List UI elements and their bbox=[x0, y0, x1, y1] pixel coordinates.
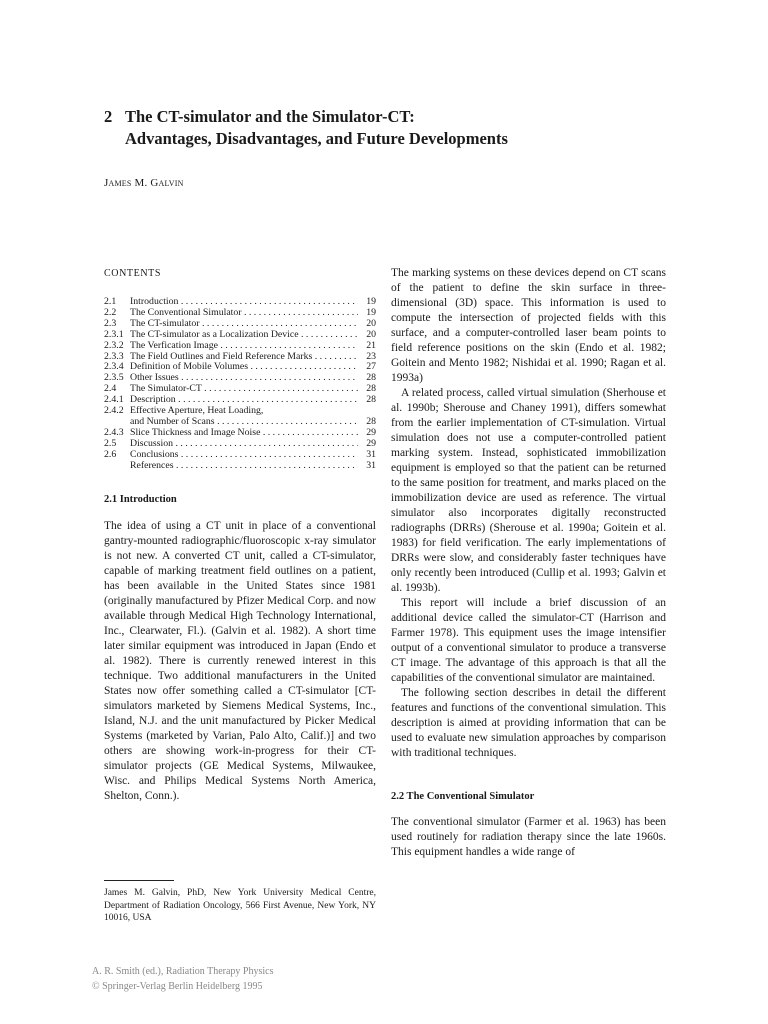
introduction-paragraph: The idea of using a CT unit in place of a conventional gantry-mounted radiographic/fluoroscopic x-ray simulator is not new. A converted CT unit, called a CT-simulator, capable of marking treatment field outlines on a patient, has been available in the United States since 1981 (originally manufactured by Pfizer Medical Corp. and now available through Medical High Technology International, Inc., Clearwater, Fl.). (Galvin et al. 1982). A short time later similar equipment was introduced in Japan (Endo et al. 1982). There is currently renewed interest in this technique. Two additional manufacturers in the United States now offer something called a CT-simulator [CT-simulators marketed by Siemens Medical Systems, Inc., Island, N.J. and the unit manufactured by Picker Medical Systems (marketed by Varian, Palo Alto, Calif.)] and two others are showing work-in-progress for their CT-simulator projects (GE Medical Systems, Milwaukee, Wisc. and Philips Medical Systems North America, Shelton, Conn.). bbox=[104, 519, 376, 802]
table-of-contents bbox=[104, 297, 376, 472]
left-column bbox=[104, 268, 376, 804]
toc-entry-page: 20 bbox=[366, 317, 376, 329]
toc-entry bbox=[104, 362, 376, 373]
toc-entry-page: 28 bbox=[366, 383, 376, 395]
toc-entry bbox=[104, 428, 376, 439]
toc-entry-title: Effective Aperture, Heat Loading, bbox=[130, 406, 264, 417]
toc-entry bbox=[104, 352, 376, 363]
chapter-title bbox=[104, 106, 684, 150]
toc-entry bbox=[104, 341, 376, 352]
section-heading-introduction: 2.1 Introduction bbox=[104, 493, 177, 505]
chapter-number: 2 bbox=[104, 107, 113, 126]
conventional-simulator-paragraph: The conventional simulator (Farmer et al. 1963) has been used routinely for radiation therapy since the late 1960s. This equipment handles a wide range of bbox=[391, 816, 666, 858]
toc-entry bbox=[104, 406, 376, 417]
toc-entry-number: 2.3.2 bbox=[104, 339, 124, 351]
toc-entry-number: 2.3.5 bbox=[104, 372, 124, 384]
toc-entry-page: 31 bbox=[366, 459, 376, 471]
body-paragraph-1: The marking systems on these devices depend on CT scans of the patient to define the skin surface in three-dimensional (3D) space. This information is used to compute the intersection of projected fields with this surface, and a computer-controlled laser beam points to field reference positions on the skin (Endo et al. 1982; Goitein and Mento 1982; Nishidai et al. 1990; Ragan et al. 1993a) bbox=[391, 267, 666, 384]
toc-entry bbox=[104, 373, 376, 384]
toc-entry-number: 2.4 bbox=[104, 383, 117, 395]
toc-entry-number: 2.1 bbox=[104, 296, 117, 307]
toc-entry-page: 29 bbox=[366, 426, 376, 438]
toc-entry-title: Conclusions . . . bbox=[130, 450, 358, 461]
body-paragraph-4: The following section describes in detail the different features and functions of the conventional simulation. This description is aimed at providing information that can be used to evaluate new simulation approaches by comparison with traditional techniques. bbox=[391, 687, 666, 759]
toc-entry-title: The CT-simulator . . . bbox=[130, 319, 358, 330]
contents-heading: CONTENTS bbox=[104, 268, 162, 279]
publisher-imprint bbox=[92, 964, 273, 994]
toc-entry-page: 29 bbox=[366, 437, 376, 449]
toc-entry bbox=[104, 439, 376, 450]
author-affiliation-footnote: James M. Galvin, PhD, New York University Medical Centre, Department of Radiation Oncology, 566 First Avenue, New York, NY 10016, USA bbox=[104, 888, 376, 923]
imprint-line-2: © Springer-Verlag Berlin Heidelberg 1995 bbox=[92, 981, 263, 992]
toc-entry bbox=[104, 384, 376, 395]
toc-entry bbox=[104, 417, 376, 428]
toc-entry-page: 19 bbox=[366, 296, 376, 307]
toc-entry bbox=[104, 308, 376, 319]
chapter-title-line-1: The CT-simulator and the Simulator-CT: bbox=[125, 107, 415, 126]
toc-entry-page: 28 bbox=[366, 415, 376, 427]
imprint-line-1: A. R. Smith (ed.), Radiation Therapy Physics bbox=[92, 966, 274, 977]
toc-entry-page: 28 bbox=[366, 372, 376, 384]
toc-entry-page: 20 bbox=[366, 328, 376, 340]
toc-entry-page: 31 bbox=[366, 448, 376, 460]
toc-entry-title: Discussion . . . bbox=[130, 439, 358, 450]
toc-entry-title: Other Issues . . . bbox=[130, 373, 358, 384]
toc-entry-number: 2.5 bbox=[104, 437, 117, 449]
right-column bbox=[391, 266, 666, 860]
section-heading-conventional-simulator: 2.2 The Conventional Simulator bbox=[391, 791, 535, 802]
toc-entry bbox=[104, 461, 376, 472]
chapter-title-line-2: Advantages, Disadvantages, and Future Developments bbox=[125, 129, 508, 148]
toc-entry-number: 2.3.4 bbox=[104, 361, 124, 373]
toc-entry-number: 2.4.2 bbox=[104, 405, 124, 417]
toc-entry-page: 23 bbox=[366, 350, 376, 362]
toc-entry-page: 21 bbox=[366, 339, 376, 351]
toc-entry-title: References . . . bbox=[130, 461, 358, 472]
toc-entry-page: 27 bbox=[366, 361, 376, 373]
body-paragraph-2: A related process, called virtual simulation (Sherhouse et al. 1990b; Sherouse and Chaney 1991), differs somewhat from the earlier implementation of CT-simulation. Virtual simulation does not use a computer-controlled patient marking system. Instead, sophisticated immobilization equipment is employed so that the patient can be returned to the same position for treatment, and marks placed on the immobilization device are used as reference. The virtual simulator also incorporates digitally reconstructed radiographs (DRRs) (Sherouse et al. 1990a; Goitein et al. 1983) for field verification. The early implementations of DRRs were slow, and considerably faster techniques have only recently been introduced (Cullip et al. 1993; Galvin et al. 1993b). bbox=[391, 387, 666, 594]
toc-entry-number: 2.4.1 bbox=[104, 394, 124, 406]
toc-entry-title: The Simulator-CT . . . bbox=[130, 384, 358, 395]
toc-entry bbox=[104, 319, 376, 330]
toc-entry bbox=[104, 330, 376, 341]
toc-entry-number: 2.3.1 bbox=[104, 328, 124, 340]
author-name: James M. Galvin bbox=[104, 177, 184, 189]
toc-entry-number: 2.3 bbox=[104, 317, 117, 329]
toc-entry-title: The Verfication Image . . . bbox=[130, 341, 358, 352]
toc-entry-title: and Number of Scans . . . bbox=[130, 417, 358, 428]
toc-entry-title: Definition of Mobile Volumes . . . bbox=[130, 362, 358, 373]
toc-entry-title: Slice Thickness and Image Noise . . . bbox=[130, 428, 358, 439]
toc-entry-number: 2.6 bbox=[104, 448, 117, 460]
body-paragraph-3: This report will include a brief discussion of an additional device called the simulator-CT (Harrison and Farmer 1978). This equipment uses the image intensifier output of a conventional simulator to produce a transverse CT image. The advantage of this approach is that all the capabilities of the conventional simulator are maintained. bbox=[391, 597, 666, 684]
toc-entry-page: 19 bbox=[366, 306, 376, 318]
toc-entry bbox=[104, 450, 376, 461]
toc-entry bbox=[104, 395, 376, 406]
toc-entry-title: The Conventional Simulator . . . bbox=[130, 308, 358, 319]
toc-entry-title: The Field Outlines and Field Reference Marks . . . bbox=[130, 352, 358, 363]
toc-entry-number: 2.4.3 bbox=[104, 426, 124, 438]
footnote-rule bbox=[104, 880, 174, 881]
toc-entry-title: Introduction . . . bbox=[130, 297, 358, 308]
toc-entry-number: 2.2 bbox=[104, 306, 117, 318]
toc-entry-title: The CT-simulator as a Localization Device . . . bbox=[130, 330, 358, 341]
toc-entry bbox=[104, 297, 376, 308]
toc-entry-title: Description . . . bbox=[130, 395, 358, 406]
toc-entry-page: 28 bbox=[366, 394, 376, 406]
toc-entry-number: 2.3.3 bbox=[104, 350, 124, 362]
